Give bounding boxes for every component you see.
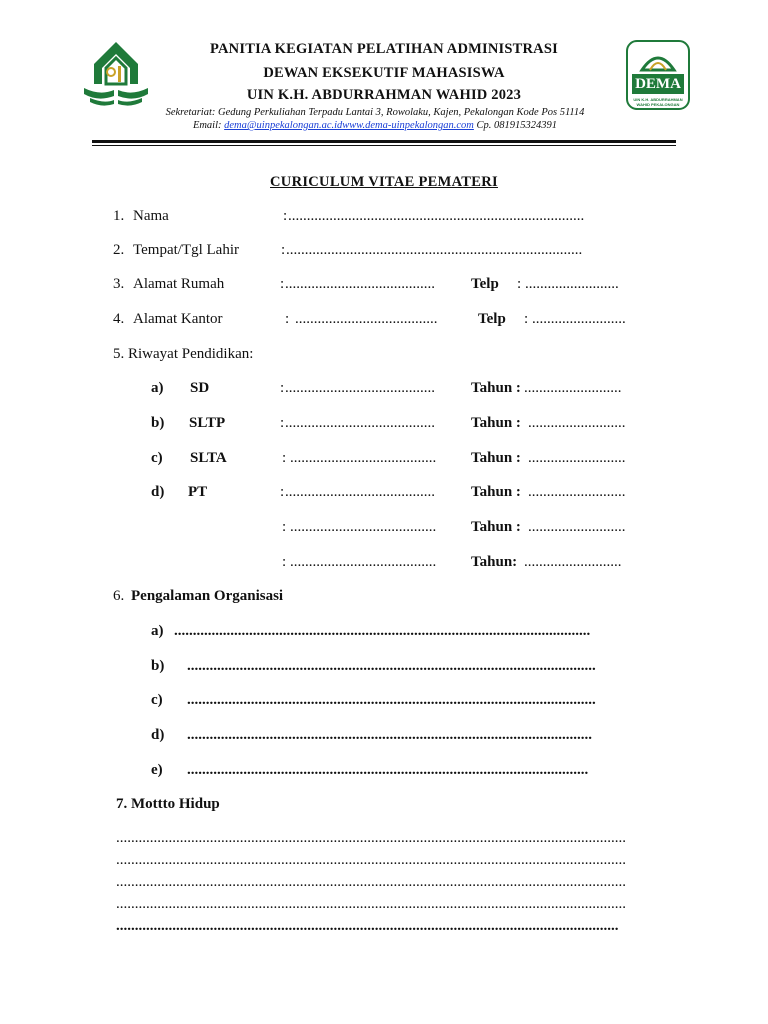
email-label: Email: [192,120,225,131]
edu-tahun-input[interactable]: .......................... [528,519,626,535]
edu-level: SLTP [189,415,226,431]
field-sep: : [281,242,286,258]
edu-tahun-label: Tahun: [471,554,518,570]
edu-sep: : [280,484,285,500]
field-num: 3. [113,276,125,292]
header-line-3: UIN K.H. ABDURRAHMAN WAHID 2023 [246,87,522,103]
edu-letter: b) [151,415,165,431]
field-sep: : [283,208,288,224]
org-input[interactable]: ............................................................................................................... [174,623,591,639]
edu-level: PT [188,484,208,500]
edu-level: SD [190,380,210,396]
edu-input[interactable]: ....................................... [290,519,437,535]
field-sep: : [524,311,529,327]
org-input[interactable]: ........................................................................................................... [187,762,589,778]
section-heading-pendidikan: 5. Riwayat Pendidikan: [113,346,254,362]
field-input-nama[interactable]: ............................................................................... [288,208,585,224]
field-num: 1. [113,208,125,224]
header-line-1: PANITIA KEGIATAN PELATIHAN ADMINISTRASI [210,41,558,57]
org-letter: c) [151,692,163,708]
edu-tahun-label: Tahun : [471,380,521,396]
org-input[interactable]: ............................................................................................................ [187,727,592,743]
header-line-2: DEWAN EKSEKUTIF MAHASISWA [263,65,505,81]
dema-logo-text: DEMA [635,76,681,92]
telp-input-rumah[interactable]: ......................... [525,276,619,292]
header-rule-thin [92,145,676,146]
motto-line[interactable]: ........................................................................................................................................ [116,874,626,890]
edu-sep: : [282,519,287,535]
edu-input[interactable]: ........................................ [285,380,435,396]
field-sep: : [285,311,290,327]
header-contact [140,120,610,131]
motto-line[interactable]: ........................................................................................................................................ [116,852,626,868]
edu-tahun-input[interactable]: .......................... [524,380,622,396]
edu-tahun-input[interactable]: .......................... [524,554,622,570]
section-heading-organisasi: Pengalaman Organisasi [131,588,284,604]
org-input[interactable]: ............................................................................................................. [187,692,596,708]
edu-tahun-label: Tahun : [471,450,521,466]
edu-sep: : [280,415,285,431]
edu-sep: : [280,380,285,396]
motto-line[interactable]: ........................................................................................................................................ [116,896,626,912]
edu-input[interactable]: ....................................... [290,554,437,570]
edu-input[interactable]: ....................................... [290,450,437,466]
org-input[interactable]: ............................................................................................................. [187,658,596,674]
field-input-kantor[interactable]: ...................................... [295,311,438,327]
telp-label: Telp [478,311,506,327]
edu-letter: d) [151,484,165,500]
section-num-organisasi: 6. [113,588,125,604]
edu-tahun-input[interactable]: .......................... [528,415,626,431]
dema-logo-subtext: UIN K.H. ABDURRAHMAN WAHID PEKALONGAN [633,97,683,107]
motto-line[interactable]: ........................................................................................................................................ [116,830,626,846]
edu-level: SLTA [190,450,227,466]
field-input-rumah[interactable]: ........................................ [285,276,435,292]
header-rule-thick [92,140,676,143]
field-label-nama: Nama [133,208,169,224]
edu-input[interactable]: ........................................ [285,484,435,500]
edu-letter: a) [151,380,164,396]
phone-text: Cp. 081915324391 [473,120,558,131]
telp-label: Telp [471,276,499,292]
org-letter: e) [151,762,163,778]
field-label-rumah: Alamat Rumah [133,276,225,292]
field-input-ttl[interactable]: ............................................................................... [286,242,583,258]
edu-tahun-label: Tahun : [471,484,521,500]
telp-input-kantor[interactable]: ......................... [532,311,626,327]
edu-tahun-input[interactable]: .......................... [528,450,626,466]
org-letter: d) [151,727,165,743]
field-num: 4. [113,311,125,327]
edu-sep: : [282,450,287,466]
org-letter: a) [151,623,164,639]
field-label-ttl: Tempat/Tgl Lahir [133,242,239,258]
section-heading-motto: 7. Mottto Hidup [116,796,220,812]
field-sep: : [517,276,522,292]
field-num: 2. [113,242,125,258]
page-title: CURICULUM VITAE PEMATERI [270,174,498,190]
edu-tahun-label: Tahun : [471,415,521,431]
edu-input[interactable]: ........................................ [285,415,435,431]
field-sep: : [280,276,285,292]
motto-line[interactable]: ...................................................................................................................................... [116,918,619,934]
header-address: Sekretariat: Gedung Perkuliahan Terpadu Lantai 3, Rowolaku, Kajen, Pekalongan Kode Pos 51114 [165,107,585,118]
edu-sep: : [282,554,287,570]
email-link[interactable]: dema@uinpekalongan.ac.idwww.dema-uinpekalongan.com [224,120,474,131]
org-letter: b) [151,658,165,674]
edu-tahun-label: Tahun : [471,519,521,535]
edu-letter: c) [151,450,163,466]
field-label-kantor: Alamat Kantor [133,311,223,327]
edu-tahun-input[interactable]: .......................... [528,484,626,500]
